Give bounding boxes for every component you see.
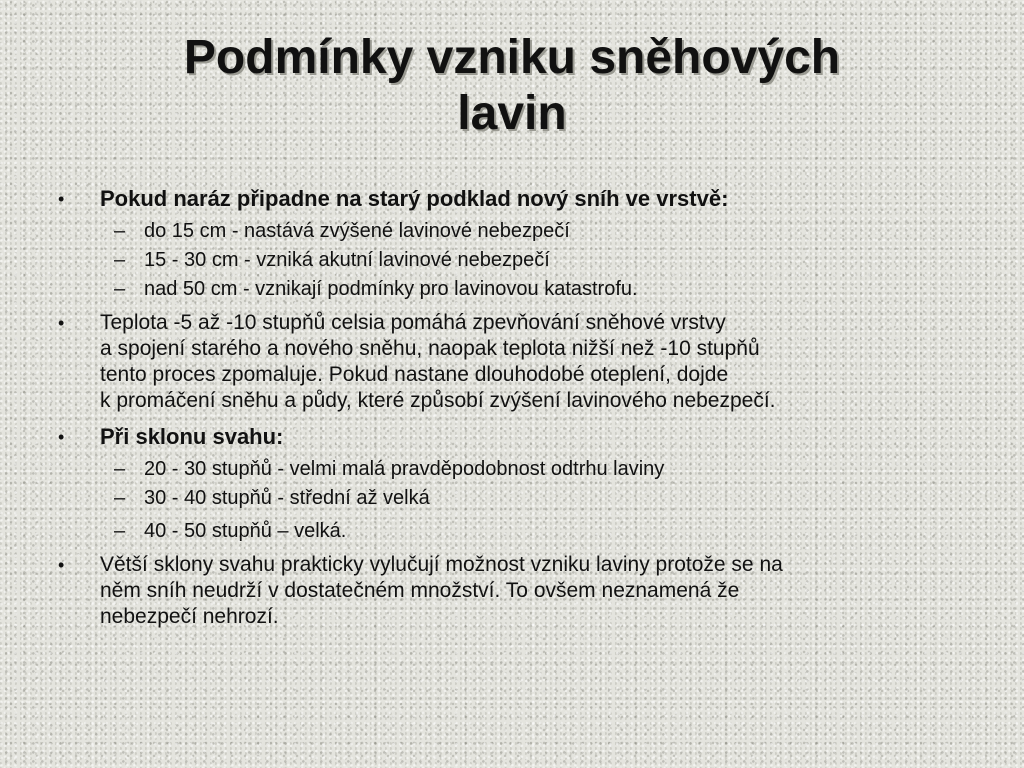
sub-item: – 15 - 30 cm - vzniká akutní lavinové nebezpečí	[100, 246, 958, 275]
bullet-dot-icon: •	[58, 189, 65, 209]
sub-item: – nad 50 cm - vznikají podmínky pro lavinovou katastrofu.	[100, 275, 958, 304]
dash-icon: –	[114, 220, 126, 242]
sub-list	[100, 455, 958, 546]
bullet-line: něm sníh neudrží v dostatečném množství. To ovšem neznamená že	[100, 579, 740, 602]
bullet-dot-icon: •	[58, 313, 65, 333]
bullet-line: Větší sklony svahu prakticky vylučují možnost vzniku laviny protože se na	[100, 553, 783, 576]
bullet-item-slope	[58, 424, 958, 546]
bullet-line: tento proces zpomaluje. Pokud nastane dlouhodobé oteplení, dojde	[100, 363, 729, 386]
sub-item: – 20 - 30 stupňů - velmi malá pravděpodobnost odtrhu laviny	[100, 455, 958, 484]
title-line-2: lavin	[457, 87, 567, 140]
bullet-list	[58, 186, 958, 636]
bullet-text: Při sklonu svahu:	[100, 424, 284, 449]
bullet-dot-icon: •	[58, 427, 65, 447]
bullet-line: Teplota -5 až -10 stupňů celsia pomáhá zpevňování sněhové vrstvy	[100, 311, 726, 334]
bullet-item-temperature	[58, 310, 958, 414]
sub-list	[100, 217, 958, 304]
bullet-text: Pokud naráz připadne na starý podklad nový sníh ve vrstvě:	[100, 186, 729, 211]
bullet-dot-icon: •	[58, 555, 65, 575]
bullet-line: a spojení starého a nového sněhu, naopak teplota nižší než -10 stupňů	[100, 337, 760, 360]
bullet-item-new-snow	[58, 186, 958, 304]
title-line-1: Podmínky vzniku sněhových	[183, 31, 841, 84]
bullet-item-steep-slopes	[58, 552, 958, 630]
sub-item: – do 15 cm - nastává zvýšené lavinové nebezpečí	[100, 217, 958, 246]
bullet-line: nebezpečí nehrozí.	[100, 605, 279, 628]
dash-icon: –	[114, 249, 126, 271]
slide-title	[60, 30, 964, 142]
bullet-line: k promáčení sněhu a půdy, které způsobí zvýšení lavinového nebezpečí.	[100, 389, 776, 412]
dash-icon: –	[114, 520, 126, 542]
dash-icon: –	[114, 278, 126, 300]
dash-icon: –	[114, 487, 126, 509]
dash-icon: –	[114, 458, 126, 480]
sub-item: – 40 - 50 stupňů – velká.	[100, 517, 958, 546]
sub-item: – 30 - 40 stupňů - střední až velká	[100, 484, 958, 513]
